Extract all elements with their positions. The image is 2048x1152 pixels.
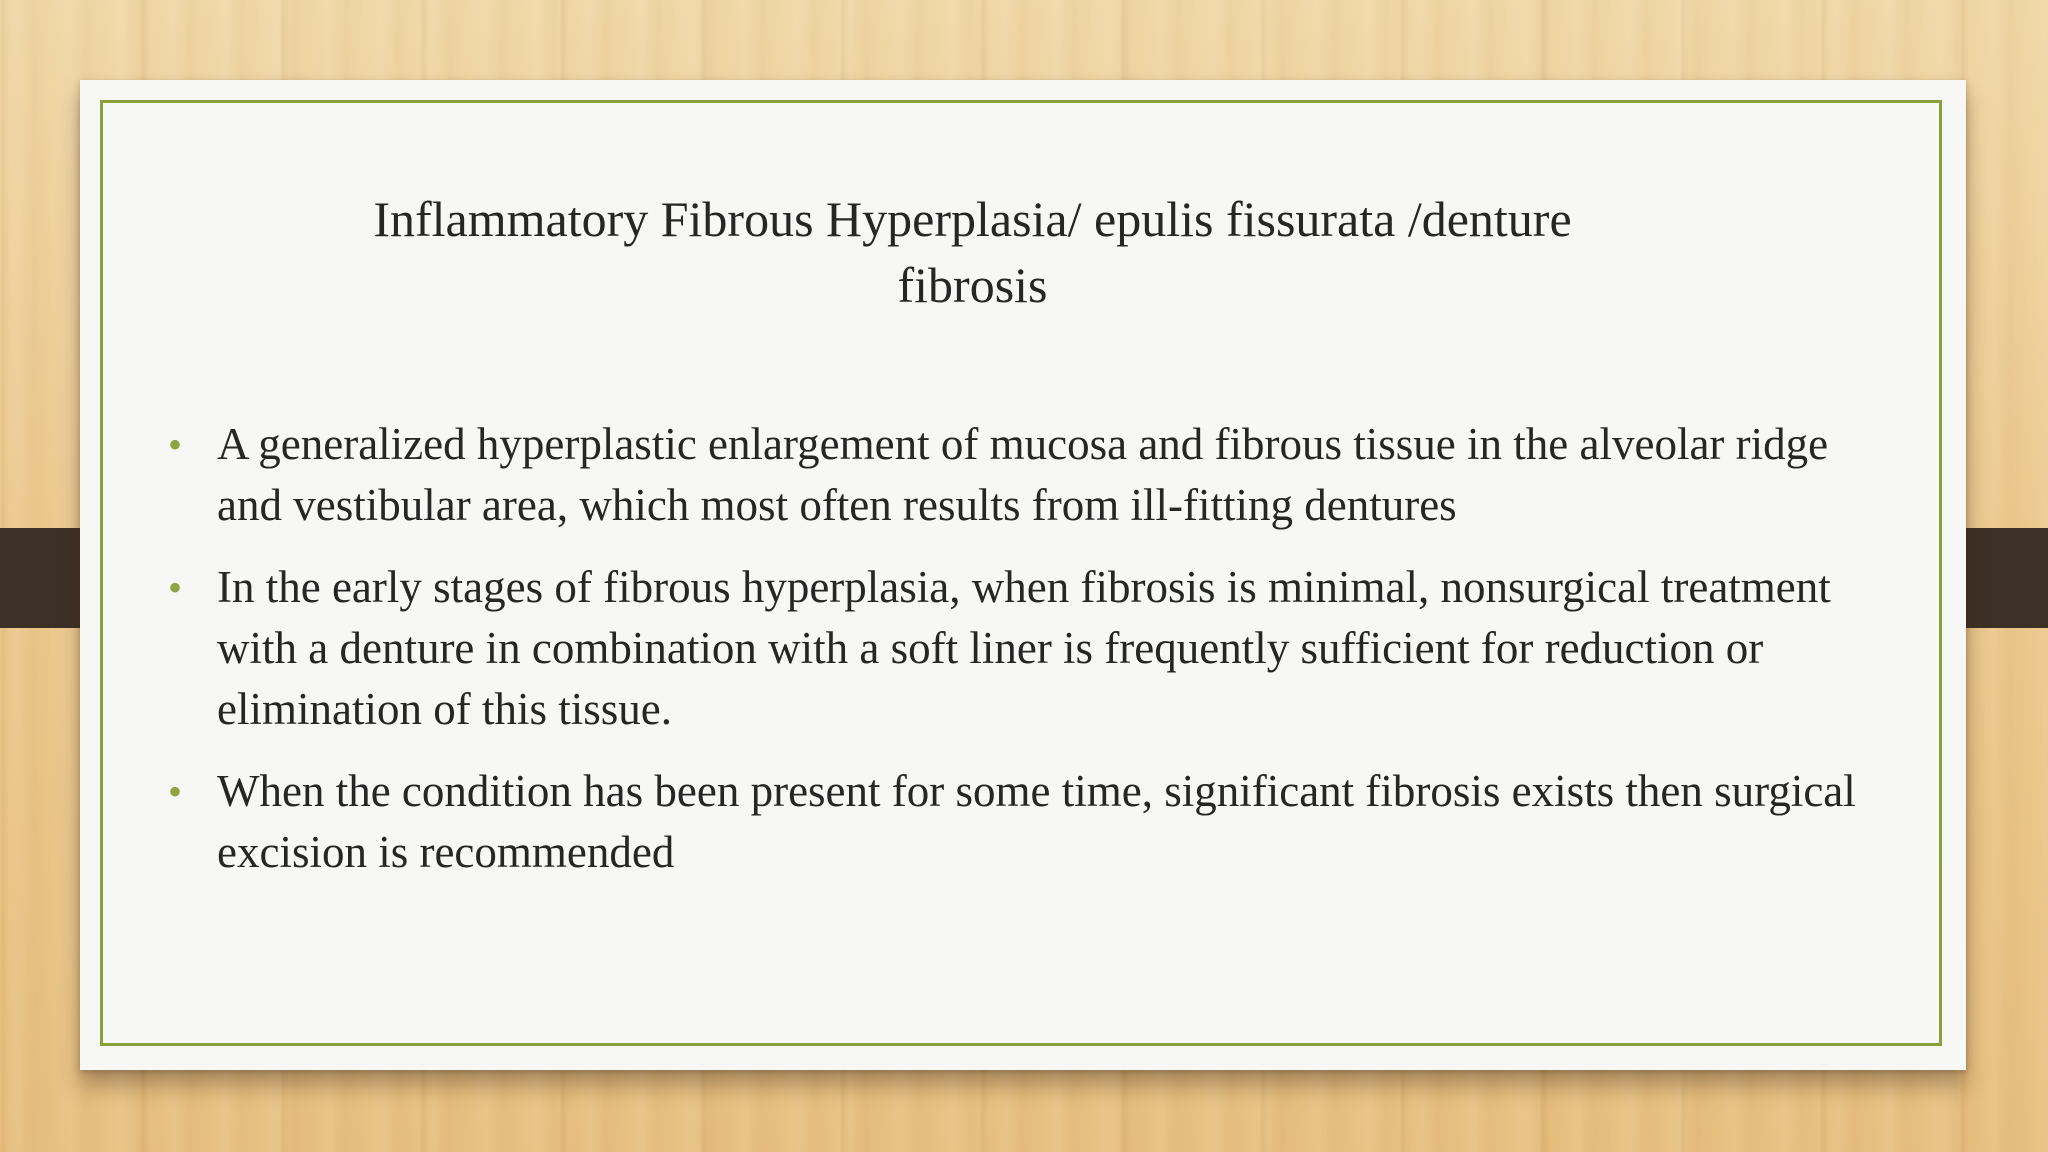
- slide-title: Inflammatory Fibrous Hyperplasia/ epulis fissurata /denture fibrosis: [373, 191, 1572, 313]
- bullet-dot-icon: •: [168, 565, 183, 610]
- bullet-text: In the early stages of fibrous hyperplasia, when fibrosis is minimal, nonsurgical treatment with a denture in combination with a soft liner is frequently sufficient for reduction or elimination of this tissue.: [217, 562, 1831, 734]
- bullet-item: [168, 414, 1898, 536]
- bullet-list: [168, 414, 1898, 904]
- bullet-item: [168, 761, 1898, 883]
- bullet-text: When the condition has been present for some time, significant fibrosis exists then surgical excision is recommended: [217, 766, 1856, 877]
- bullet-dot-icon: •: [168, 422, 183, 467]
- bullet-text: A generalized hyperplastic enlargement of mucosa and fibrous tissue in the alveolar ridge and vestibular area, which most often results from ill-fitting dentures: [217, 419, 1829, 530]
- bullet-dot-icon: •: [168, 769, 183, 814]
- bullet-item: [168, 557, 1898, 740]
